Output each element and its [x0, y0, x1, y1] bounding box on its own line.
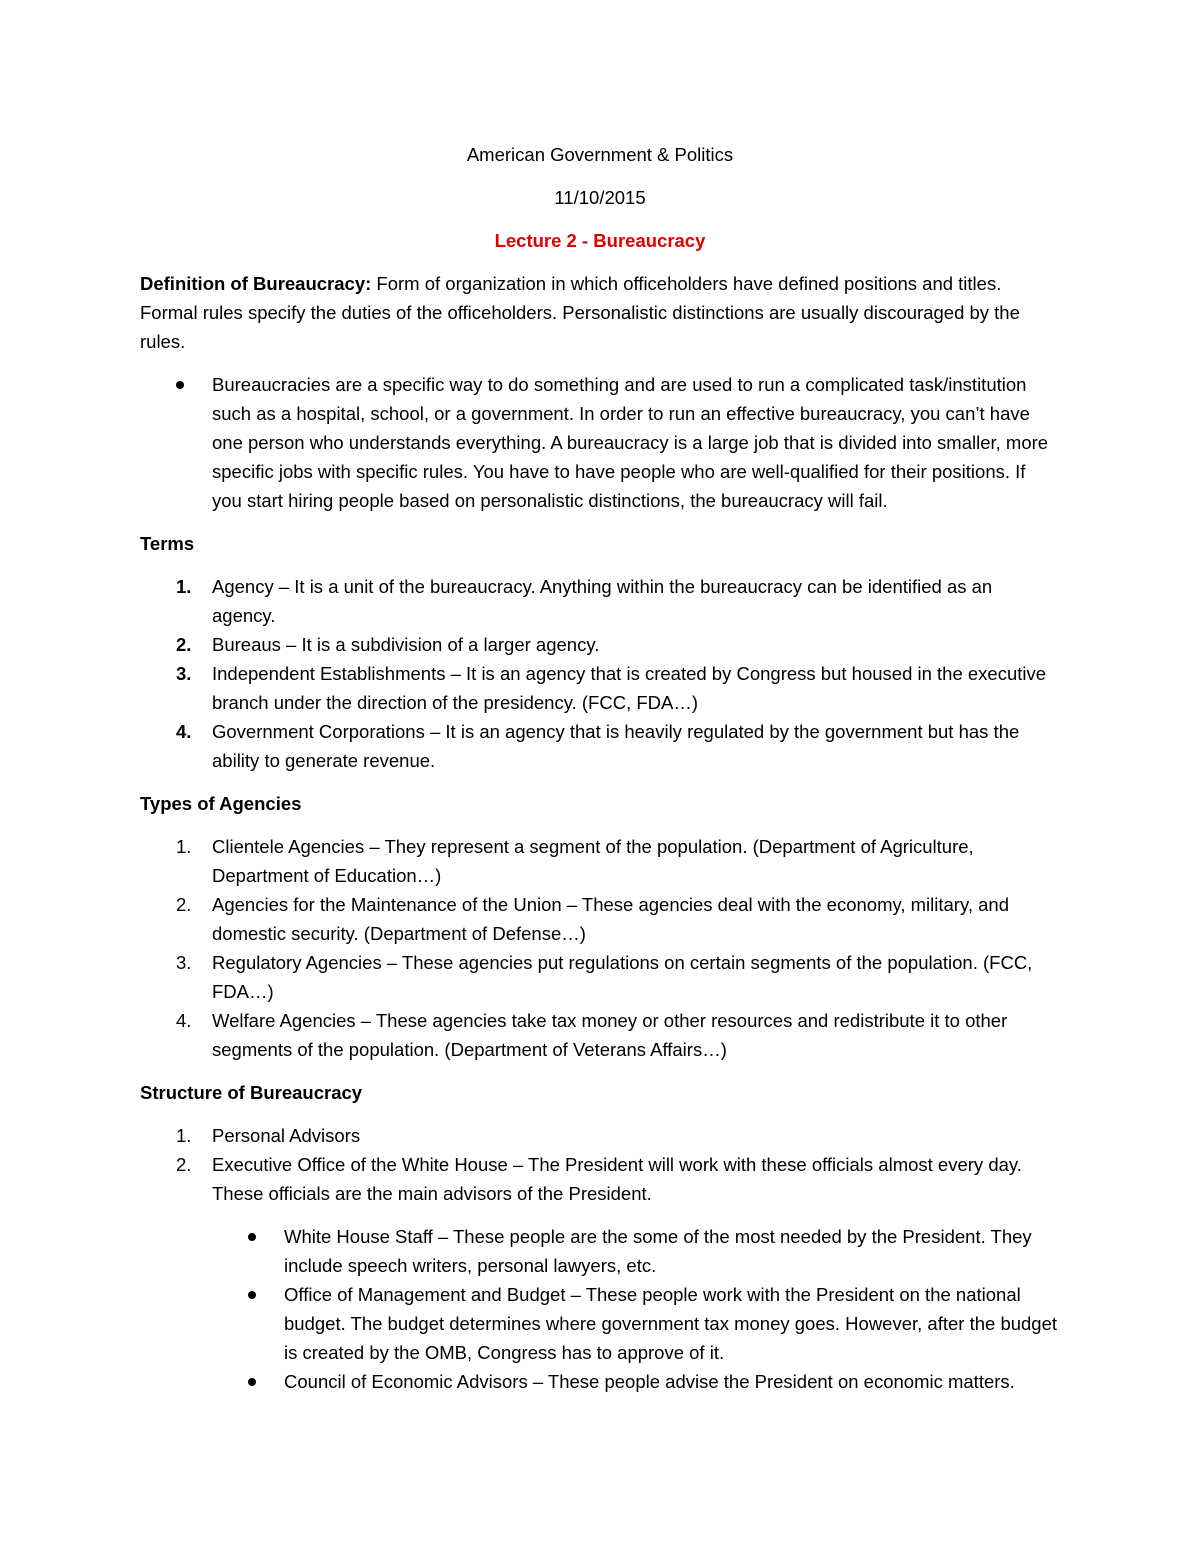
intro-bullet-list [140, 370, 1060, 515]
lecture-title: Lecture 2 - Bureaucracy [494, 230, 706, 251]
list-item [140, 370, 1060, 515]
lecture-date: 11/10/2015 [554, 187, 646, 208]
list-number: 3. [176, 663, 192, 684]
list-number: 1. [176, 1125, 192, 1146]
list-item-text: Agency – It is a unit of the bureaucracy. Anything within the bureaucracy can be identified as an agency. [212, 576, 993, 626]
structure-heading: Structure of Bureaucracy [140, 1082, 363, 1103]
list-item [140, 832, 1060, 890]
list-number: 4. [176, 1010, 192, 1031]
sub-list-item-text: Office of Management and Budget – These people work with the President on the national budget. The budget determines where government tax money goes. However, after the budget is created by the OMB, Congress has to approve of it. [284, 1284, 1058, 1363]
bullet-icon [248, 1291, 256, 1299]
list-number: 2. [176, 1154, 192, 1175]
list-item-text: Welfare Agencies – These agencies take tax money or other resources and redistribute it to other segments of the population. (Department of Veterans Affairs…) [212, 1010, 1008, 1060]
bullet-icon [248, 1233, 256, 1241]
list-item-text: Government Corporations – It is an agency that is heavily regulated by the government but has the ability to generate revenue. [212, 721, 1020, 771]
structure-sublist [140, 1222, 1060, 1396]
course-title: American Government & Politics [466, 144, 734, 165]
bullet-icon [176, 381, 184, 389]
sub-list-item [140, 1367, 1060, 1396]
list-number: 4. [176, 721, 192, 742]
list-item [140, 948, 1060, 1006]
bullet-icon [248, 1378, 256, 1386]
list-item [140, 572, 1060, 630]
list-item-text: Agencies for the Maintenance of the Union – These agencies deal with the economy, military, and domestic security. (Department of Defense…) [212, 894, 1009, 944]
list-item-text: Personal Advisors [212, 1125, 361, 1146]
list-number: 1. [176, 836, 192, 857]
list-item-text: Executive Office of the White House – The President will work with these officials almost every day. These officials are the main advisors of the President. [212, 1154, 1022, 1204]
list-item-text: Independent Establishments – It is an agency that is created by Congress but housed in the executive branch under the direction of the presidency. (FCC, FDA…) [212, 663, 1047, 713]
list-number: 2. [176, 894, 192, 915]
types-list [140, 832, 1060, 1064]
sub-list-item [140, 1280, 1060, 1367]
list-item [140, 1121, 1060, 1150]
terms-heading: Terms [140, 533, 195, 554]
document-content [140, 140, 1060, 1396]
list-item [140, 659, 1060, 717]
sub-list-item-text: Council of Economic Advisors – These people advise the President on economic matters. [284, 1371, 1015, 1392]
definition-paragraph [140, 269, 1060, 356]
list-item [140, 1006, 1060, 1064]
structure-list [140, 1121, 1060, 1208]
terms-list [140, 572, 1060, 775]
definition-label: Definition of Bureaucracy: [140, 273, 372, 294]
sub-list-item-text: White House Staff – These people are the some of the most needed by the President. They include speech writers, personal lawyers, etc. [284, 1226, 1032, 1276]
definition-text: Form of organization in which officeholders have defined positions and titles. Formal rules specify the duties of the officeholders. Personalistic distinctions are usually discouraged by the rules. [140, 273, 1020, 352]
list-number: 2. [176, 634, 192, 655]
list-item [140, 630, 1060, 659]
list-item-text: Regulatory Agencies – These agencies put regulations on certain segments of the population. (FCC, FDA…) [212, 952, 1033, 1002]
sub-list-item [140, 1222, 1060, 1280]
types-heading: Types of Agencies [140, 793, 302, 814]
list-item-text: Bureaucracies are a specific way to do something and are used to run a complicated task/institution such as a hospital, school, or a government. In order to run an effective bureaucracy, you can’t have one person who understands everything. A bureaucracy is a large job that is divided into smaller, more specific jobs with specific rules. You have to have people who are well-qualified for their positions. If you start hiring people based on personalistic distinctions, the bureaucracy will fail. [212, 374, 1049, 511]
list-item [140, 890, 1060, 948]
list-item-text: Clientele Agencies – They represent a segment of the population. (Department of Agriculture, Department of Education…) [212, 836, 974, 886]
list-item-text: Bureaus – It is a subdivision of a larger agency. [212, 634, 600, 655]
list-number: 3. [176, 952, 192, 973]
list-number: 1. [176, 576, 192, 597]
list-item [140, 1150, 1060, 1208]
list-item [140, 717, 1060, 775]
